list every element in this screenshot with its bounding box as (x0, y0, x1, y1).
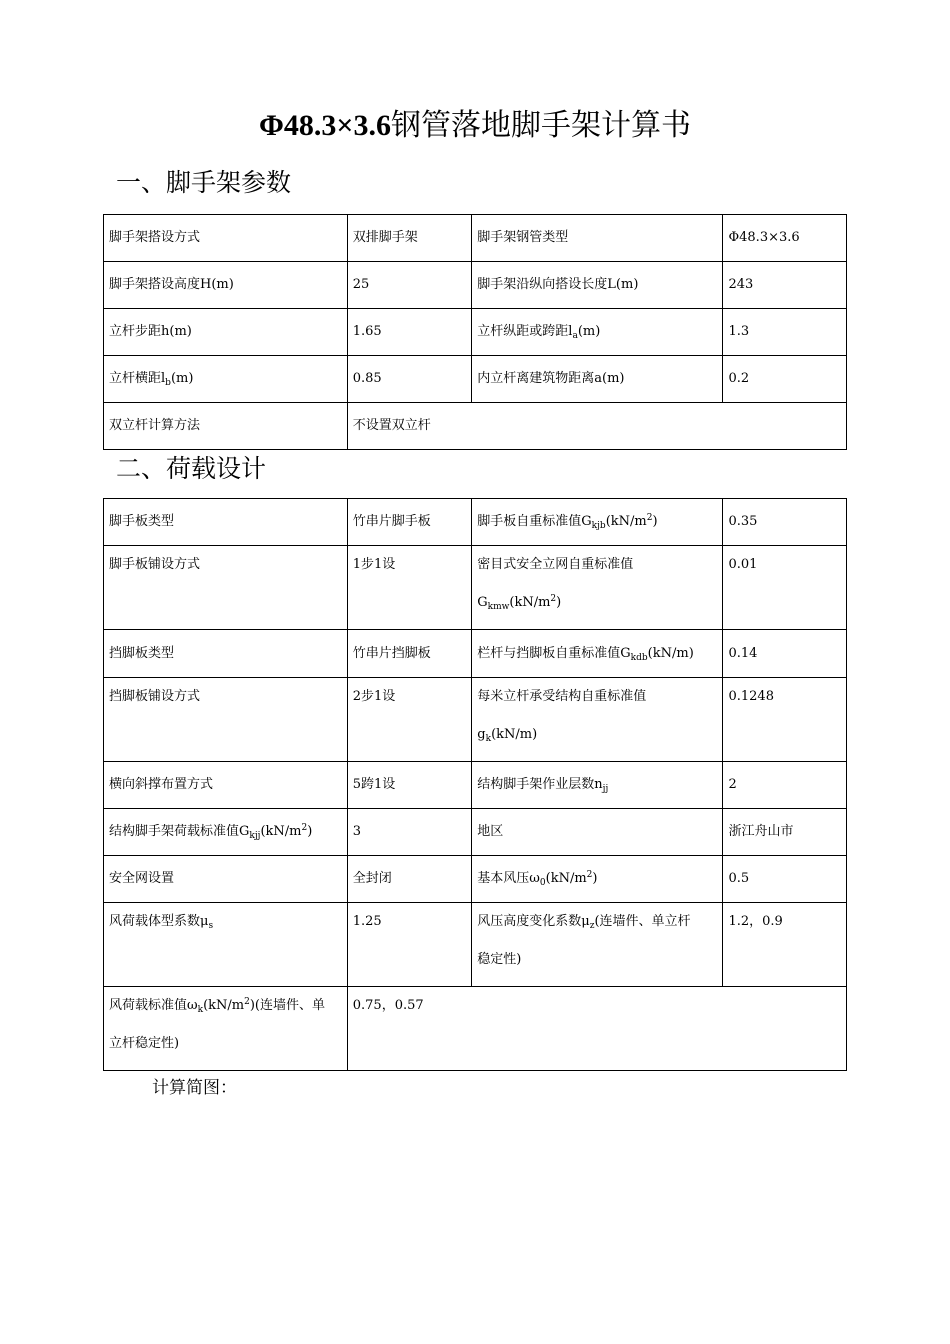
value-cell: 25 (347, 262, 472, 309)
value-cell: 0.75，0.57 (347, 987, 846, 1071)
value-cell: 3 (347, 809, 472, 856)
table-row (104, 809, 847, 856)
table-row (104, 309, 847, 356)
label-cell: 脚手架钢管类型 (472, 215, 723, 262)
value-cell: 浙江舟山市 (723, 809, 847, 856)
value-cell: 1.2，0.9 (723, 903, 847, 987)
value-cell: 0.2 (723, 356, 847, 403)
value-cell: 0.5 (723, 856, 847, 903)
label-cell: 内立杆离建筑物距离a(m) (472, 356, 723, 403)
value-cell: 2步1设 (347, 678, 472, 762)
label-cell: 挡脚板铺设方式 (104, 678, 348, 762)
value-cell: 1.25 (347, 903, 472, 987)
value-cell: 全封闭 (347, 856, 472, 903)
table-row (104, 903, 847, 987)
label-cell: 基本风压$\omega_0(kN/m^2)$ (472, 856, 723, 903)
value-cell: 0.14 (723, 630, 847, 678)
value-cell: 双排脚手架 (347, 215, 472, 262)
table-row (104, 546, 847, 630)
scaffold-params-table (103, 214, 847, 450)
table-row (104, 215, 847, 262)
label-cell: 脚手架沿纵向搭设长度L(m) (472, 262, 723, 309)
section-heading-scaffold-params: 一、脚手架参数 (116, 168, 292, 197)
label-cell: 风压高度变化系数$\mu_z$(连墙件、单立杆 稳定性) (472, 903, 723, 987)
label-cell: 安全网设置 (104, 856, 348, 903)
label-cell: 脚手板类型 (104, 499, 348, 546)
value-cell: 2 (723, 762, 847, 809)
label-cell: 风荷载标准值$\omega_k(kN/m^2)$(连墙件、单 立杆稳定性) (104, 987, 348, 1071)
value-cell: 1.65 (347, 309, 472, 356)
table-row (104, 762, 847, 809)
value-cell: 竹串片挡脚板 (347, 630, 472, 678)
value-cell: 不设置双立杆 (347, 403, 846, 450)
value-cell: 243 (723, 262, 847, 309)
label-cell: 立杆步距h(m) (104, 309, 348, 356)
label-cell: 挡脚板类型 (104, 630, 348, 678)
table-row (104, 678, 847, 762)
table-row (104, 987, 847, 1071)
label-cell: 脚手架搭设方式 (104, 215, 348, 262)
label-cell: 脚手板自重标准值$G_{kjb}(kN/m^2)$ (472, 499, 723, 546)
label-cell: 脚手板铺设方式 (104, 546, 348, 630)
label-cell: 横向斜撑布置方式 (104, 762, 348, 809)
value-cell: 1步1设 (347, 546, 472, 630)
value-cell: 0.1248 (723, 678, 847, 762)
value-cell: 竹串片脚手板 (347, 499, 472, 546)
table-row (104, 499, 847, 546)
value-cell: 5跨1设 (347, 762, 472, 809)
section-heading-load-design: 二、荷载设计 (116, 454, 267, 483)
label-cell: 风荷载体型系数$\mu_s$ (104, 903, 348, 987)
table-row (104, 856, 847, 903)
label-cell: 立杆横距$l_b(m)$ (104, 356, 348, 403)
table-row (104, 630, 847, 678)
label-cell: 地区 (472, 809, 723, 856)
label-cell: 双立杆计算方法 (104, 403, 348, 450)
page-title: Φ48.3×3.6钢管落地脚手架计算书 (259, 108, 691, 143)
label-cell: 结构脚手架荷载标准值$G_{kjj}(kN/m^2)$ (104, 809, 348, 856)
value-cell: 1.3 (723, 309, 847, 356)
label-cell: 栏杆与挡脚板自重标准值$G_{kdb}(kN/m)$ (472, 630, 723, 678)
label-cell: 脚手架搭设高度H(m) (104, 262, 348, 309)
value-cell: 0.01 (723, 546, 847, 630)
value-cell: 0.35 (723, 499, 847, 546)
table-row (104, 356, 847, 403)
label-cell: 结构脚手架作业层数$n_{jj}$ (472, 762, 723, 809)
load-design-table (103, 498, 847, 1071)
label-cell: 每米立杆承受结构自重标准值 $g_k(kN/m)$ (472, 678, 723, 762)
calculation-diagram-label: 计算简图： (152, 1078, 237, 1098)
label-cell: 密目式安全立网自重标准值 $G_{kmw}(kN/m^2)$ (472, 546, 723, 630)
value-cell: Φ48.3×3.6 (723, 215, 847, 262)
table-row (104, 403, 847, 450)
value-cell: 0.85 (347, 356, 472, 403)
table-row (104, 262, 847, 309)
label-cell: 立杆纵距或跨距$l_a(m)$ (472, 309, 723, 356)
